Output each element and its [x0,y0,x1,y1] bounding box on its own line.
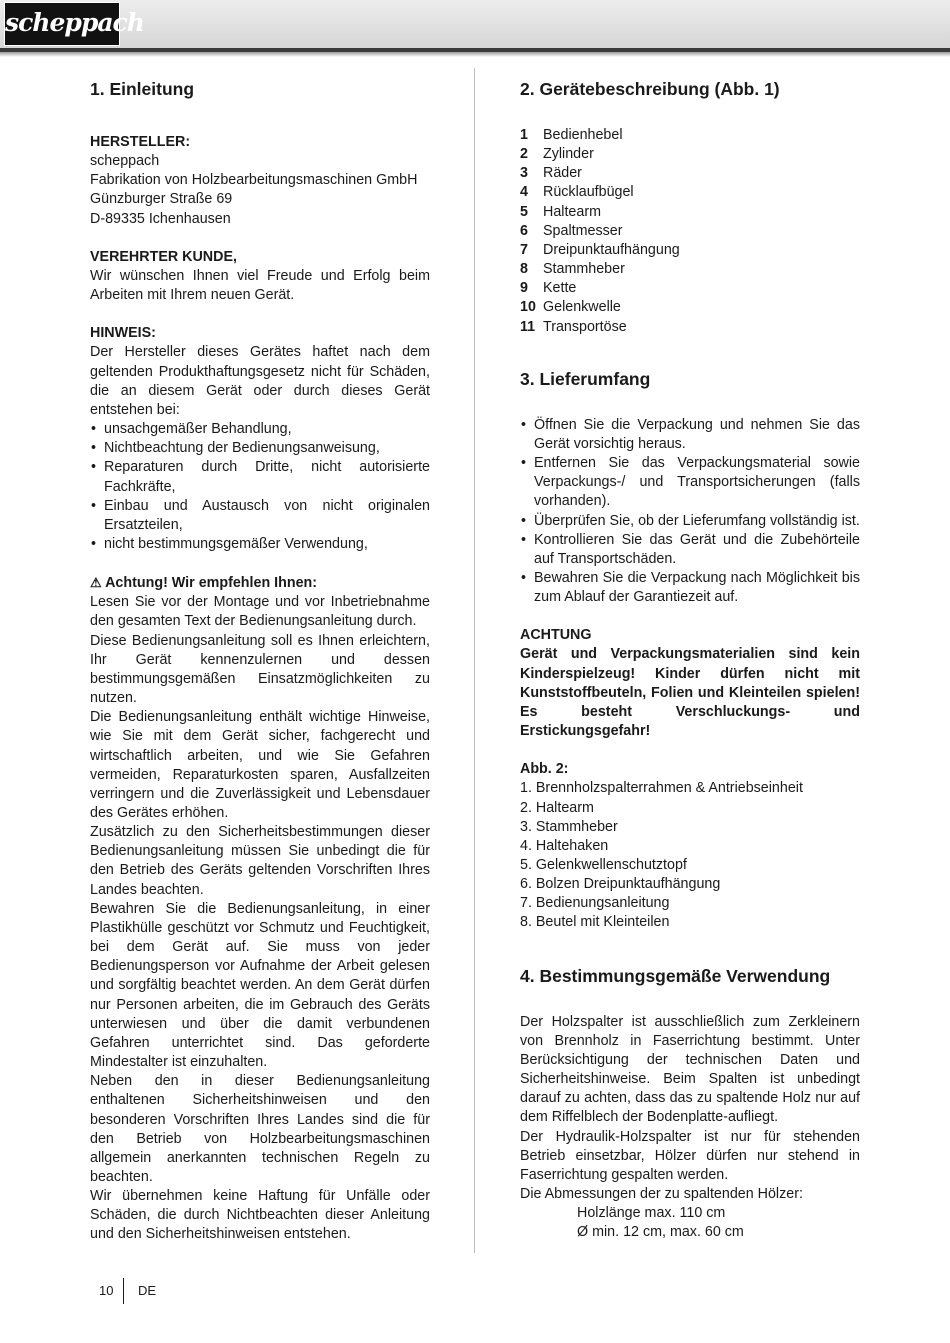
attention-paragraph: Wir übernehmen keine Haftung für Unfälle oder Schäden, die durch Nichtbeachten dieser Anleitung und den Sicherheitshinweisen entstehen. [90,1188,430,1243]
list-item: 1 Bedienhebel [520,127,623,143]
warning-text: Gerät und Verpackungsmaterialien sind kein Kinderspielzeug! Kinder dürfen nicht mit Kunststoffbeuteln, Folien und Kleinteilen spielen! Es besteht Verschluckungs- und Erstickungsgefahr! [520,646,860,740]
note-bullet-list [90,420,430,554]
language-code: DE [138,1283,157,1298]
attention-paragraph: Diese Bedienungsanleitung soll es Ihnen erleichtern, Ihr Gerät kennenzulernen und dessen bestimmungsgemäßen Einsatzmöglichkeiten zu nutzen. [90,632,430,707]
note-text: Der Hersteller dieses Gerätes haftet nach dem geltenden Produkthaftungsgesetz nicht für Schäden, die an diesem Gerät oder durch dieses Gerät entstehen bei: [90,344,430,418]
list-item: 3 Räder [520,165,582,182]
list-item: • unsachgemäßer Behandlung, [90,420,430,439]
list-item: 8. Beutel mit Kleinteilen [520,914,670,931]
list-item: 7. Bedienungsanleitung [520,895,670,912]
usage-paragraph: Die Abmessungen der zu spaltenden Hölzer: [520,1186,803,1203]
customer-text: Wir wünschen Ihnen viel Freude und Erfolg beim Arbeiten mit Ihrem neuen Gerät. [90,267,430,304]
list-item: • Kontrollieren Sie das Gerät und die Zubehörteile auf Transportschäden. [520,531,860,569]
column-divider [474,68,475,1253]
manufacturer-line: scheppach [90,153,160,170]
device-parts-list [520,126,860,337]
section-4-heading: 4. Bestimmungsgemäße Verwendung [520,965,831,986]
delivery-bullet-list [520,416,860,608]
list-item: 2 Zylinder [520,146,594,163]
attention-paragraph: Die Bedienungsanleitung enthält wichtige Hinweise, wie Sie mit dem Gerät sicher, fachgerecht und wirtschaftlich arbeiten, und wie Sie Gefahren vermeiden, Reparaturkosten sparen, Ausfallzeiten verringern und die Zuverlässigkeit und Lebensdauer des Gerätes erhöhen. [90,709,430,821]
page-header [0,0,950,48]
usage-paragraph: Der Holzspalter ist ausschließlich zum Zerkleinern von Brennholz in Faserrichtung bestimmt. Unter Berücksichtigung der technischen Daten und Sicherheitshinweise. Beim Spalten ist unbedingt darauf zu achten, dass das zu spaltende Holz nur auf dem Riffelblech der Bodenplatte-aufliegt. [520,1013,860,1126]
customer-label: VEREHRTER KUNDE, [90,248,237,265]
right-column [520,76,860,1243]
list-item: • Reparaturen durch Dritte, nicht autorisierte Fachkräfte, [90,458,430,496]
manufacturer-line: D-89335 Ichenhausen [90,210,231,227]
figure-2-label: Abb. 2: [520,761,569,778]
section-3-heading: 3. Lieferumfang [520,368,651,389]
header-shadow [0,52,950,57]
list-item: • Öffnen Sie die Verpackung und nehmen Sie das Gerät vorsichtig heraus. [520,416,860,454]
footer-divider [123,1278,124,1304]
section-2-heading: 2. Gerätebeschreibung (Abb. 1) [520,79,780,99]
attention-paragraph: Zusätzlich zu den Sicherheitsbestimmungen dieser Bedienungsanleitung müssen Sie unbedingt die für den Betrieb des Geräts geltenden Vorschriften Ihres Landes beachten. [90,824,430,898]
attention-paragraph: Bewahren Sie die Bedienungsanleitung, in einer Plastikhülle geschützt vor Schmutz und Feuchtigkeit, bei dem Gerät auf. Sie muss von jeder Bedienungsperson vor Aufnahme der Arbeit gelesen und sorgfältig beachtet werden. An dem Gerät dürfen nur Personen arbeiten, die im Gebrauch des Geräts unterwiesen und über die damit verbundenen Gefahren unterrichtet sind. Das geforderte Mindestalter ist einzuhalten. [90,900,430,1071]
list-item: 11 Transportöse [520,318,627,335]
list-item: • Einbau und Austausch von nicht originalen Ersatzteilen, [90,497,430,535]
list-item: 6 Spaltmesser [520,222,623,239]
left-column [90,76,430,1245]
list-item: 9 Kette [520,280,577,297]
attention-paragraph: Lesen Sie vor der Montage und vor Inbetriebnahme den gesamten Text der Bedienungsanleitung durch. [90,594,430,630]
dimension-diameter: Ø min. 12 cm, max. 60 cm [577,1224,744,1241]
list-item: • Entfernen Sie das Verpackungsmaterial sowie Verpackungs-/ und Transportsicherungen (falls vorhanden). [520,454,860,511]
manufacturer-label: HERSTELLER: [90,134,191,150]
page-number: 10 [99,1283,114,1298]
list-item: 7 Dreipunktaufhängung [520,241,680,258]
list-item: • Überprüfen Sie, ob der Lieferumfang vollständig ist. [520,512,860,531]
section-1-heading: 1. Einleitung [90,79,195,99]
scheppach-logo: scheppach [4,2,120,46]
list-item: 2. Haltearm [520,799,594,816]
manufacturer-line: Fabrikation von Holzbearbeitungsmaschinen GmbH [90,172,418,189]
list-item: • Bewahren Sie die Verpackung nach Möglichkeit bis zum Ablauf der Garantiezeit auf. [520,569,860,607]
list-item: 1. Brennholzspalterrahmen & Antriebseinheit [520,780,803,797]
list-item: • Nichtbeachtung der Bedienungsanweisung, [90,439,430,458]
list-item: 3. Stammheber [520,818,618,835]
list-item: 4. Haltehaken [520,837,609,854]
warning-triangle-icon: ⚠ [90,575,102,591]
dimension-length: Holzlänge max. 110 cm [577,1205,726,1222]
list-item: 5 Haltearm [520,203,601,220]
note-label: HINWEIS: [90,325,156,342]
list-item: • nicht bestimmungsgemäßer Verwendung, [90,535,430,554]
attention-paragraph: Neben den in dieser Bedienungsanleitung enthaltenen Sicherheitshinweisen und den besonderen Vorschriften Ihres Landes sind die für den Betrieb von Holzbearbeitungsmaschinen allgemein anerkannten technischen Regeln zu beachten. [90,1073,430,1185]
figure-2-list [520,779,860,932]
list-item: 8 Stammheber [520,261,625,278]
attention-label: Achtung! Wir empfehlen Ihnen: [105,575,318,592]
list-item: 10 Gelenkwelle [520,299,621,316]
warning-label: ACHTUNG [520,627,592,644]
manufacturer-line: Günzburger Straße 69 [90,191,233,208]
list-item: 5. Gelenkwellenschutztopf [520,857,687,873]
usage-paragraph: Der Hydraulik-Holzspalter ist nur für stehenden Betrieb einsetzbar, Hölzer dürfen nur stehend in Faserrichtung gespalten werden. [520,1128,860,1183]
list-item: 4 Rücklaufbügel [520,184,634,201]
attention-heading [90,573,430,593]
list-item: 6. Bolzen Dreipunktaufhängung [520,876,721,893]
